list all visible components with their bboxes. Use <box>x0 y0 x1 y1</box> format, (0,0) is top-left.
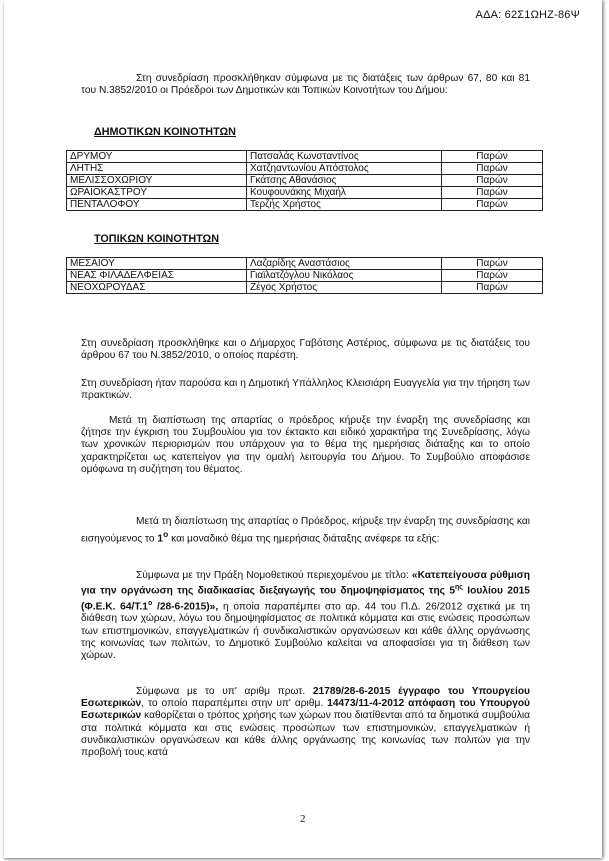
community-name: ΛΗΤΗΣ <box>67 163 247 175</box>
table-row <box>67 199 543 211</box>
act-text-a: Σύμφωνα με την Πράξη Νομοθετικού περιεχομένου με τίτλο: <box>136 570 412 581</box>
ministry-text-c: καθορίζεται ο τρόπος χρήσης των χώρων που διατίθενται από τα δημοτικά συμβούλια στα πολιτικά κόμματα και στις ενώσεις προσώπων των επιστημονικών, επαγγελματικών ή συνδικαλιστικών οργανώσεων και κάθε άλλης οργάνωσης της κοινωνίας των πολιτών για την προβολή τους κατά <box>81 710 530 759</box>
agenda-text-a: Μετά τη διαπίστωση της απαρτίας ο Πρόεδρος, κήρυξε την έναρξη της συνεδρίασης και εισηγούμενος το <box>81 516 530 545</box>
act-title-3: /28-6-2015)», <box>152 601 219 613</box>
president-name: Γκάτσης Αθανάσιος <box>247 175 442 187</box>
president-name: Ζέγος Χρήστος <box>247 282 442 294</box>
president-name: Πατσαλάς Κωνσταντίνος <box>247 151 442 163</box>
community-name: ΩΡΑΙΟΚΑΣΤΡΟΥ <box>67 187 247 199</box>
local-heading: ΤΟΠΙΚΩΝ ΚΟΙΝΟΤΗΤΩΝ <box>94 233 219 245</box>
quorum-paragraph: Μετά τη διαπίστωση της απαρτίας ο πρόεδρος κήρυξε την έναρξη της συνεδρίασης και ζήτησε την έγκριση του Συμβουλίου για τον έκτακτο και ειδικό χαρακτήρα της Συνεδρίασης, λόγω των χρονικών περιορισμών που υπάρχουν για το θέμα της ημερήσιας διάταξης και το οποίο χαρακτηρίζεται ως κατεπείγον για την ομαλή λειτουργία του Δήμου. Το Συμβούλιο αποφάσισε ομόφωνα τη συζήτηση του θέματος. <box>81 415 530 475</box>
president-name: Χατζηαντωνίου Απόστολος <box>247 163 442 175</box>
agenda-number: 1 <box>157 533 164 545</box>
table-row <box>67 270 543 282</box>
act-title-1: «Κατεπείγουσα ρύθμιση για την οργάνωση της διαδικασίας διεξαγωγής του δημοψηφίσματος της 5 <box>81 570 530 597</box>
mayor-paragraph: Στη συνεδρίαση προσκλήθηκε και ο Δήμαρχος Γαβότσης Αστέριος, σύμφωνα με τις διατάξεις του άρθρου 67 του Ν.3852/2010, ο οποίος παρέστη. <box>81 338 530 362</box>
attendance-status: Παρών <box>442 151 543 163</box>
act-title-sup2: ο <box>147 599 153 607</box>
table-row <box>67 163 543 175</box>
act-title-2: Ιουλίου 2015 (Φ.Ε.Κ. 64/Τ.1 <box>81 585 530 613</box>
agenda-number-sup: ο <box>163 529 169 540</box>
act-text-b: η οποία παραπέμπει στο αρ. 44 του Π.Δ. 26/2012 σχετικά με τη διάθεση των χώρων, λόγω του δημοψηφίσματος σε πολιτικά κόμματα και στις ενώσεις προσώπων των επιστημονικών, επαγγελματικών ή συνδικαλιστικών οργανώσεων και κάθε άλλης οργάνωσης της κοινωνίας των πολιτών, το Δημοτικό Συμβούλιο καλείται να αποφασίσει για τη διάθεση των χώρων. <box>81 601 530 661</box>
table-row <box>67 258 543 270</box>
attendance-status: Παρών <box>442 175 543 187</box>
local-table <box>66 257 543 294</box>
attendance-status: Παρών <box>442 163 543 175</box>
president-name: Λαζαρίδης Αναστάσιος <box>247 258 442 270</box>
act-title-sup: ης <box>455 584 463 592</box>
legislative-act-paragraph <box>81 570 530 662</box>
ministry-text-a: Σύμφωνα με το υπ' αριθμ πρωτ. <box>136 686 313 697</box>
attendance-status: Παρών <box>442 270 543 282</box>
table-row <box>67 187 543 199</box>
document-page <box>4 0 602 858</box>
agenda-paragraph <box>81 516 530 546</box>
attendance-status: Παρών <box>442 282 543 294</box>
ministry-paragraph <box>81 686 530 759</box>
attendance-status: Παρών <box>442 187 543 199</box>
municipal-heading: ΔΗΜΟΤΙΚΩΝ ΚΟΙΝΟΤΗΤΩΝ <box>94 126 236 138</box>
municipal-table <box>66 150 543 211</box>
clerk-paragraph: Στη συνεδρίαση ήταν παρούσα και η Δημοτική Υπάλληλος Κλεισιάρη Ευαγγελία για την τήρηση των πρακτικών. <box>81 378 530 402</box>
president-name: Τερζής Χρήστος <box>247 199 442 211</box>
community-name: ΝΕΑΣ ΦΙΛΑΔΕΛΦΕΙΑΣ <box>67 270 247 282</box>
ministry-ref-1: 21789/28-6-2015 έγγραφο του Υπουργείου Εσωτερικών <box>81 686 530 710</box>
page-number: 2 <box>300 813 306 825</box>
intro-paragraph: Στη συνεδρίαση προσκλήθηκαν σύμφωνα με τις διατάξεις των άρθρων 67, 80 και 81 του Ν.3852/2010 οι Πρόεδροι των Δημοτικών και Τοπικών Κοινοτήτων του Δήμου: <box>81 73 530 97</box>
table-row <box>67 175 543 187</box>
ministry-text-b: , το οποίο παραπέμπει στην υπ' αριθμ. <box>141 698 328 710</box>
agenda-text-b: και μοναδικό θέμα της ημερήσιας διάταξης ανέφερε τα εξής: <box>168 533 440 545</box>
community-name: ΔΡΥΜΟΥ <box>67 151 247 163</box>
community-name: ΜΕΛΙΣΣΟΧΩΡΙΟΥ <box>67 175 247 187</box>
attendance-status: Παρών <box>442 258 543 270</box>
president-name: Γιαϊλατζόγλου Νικόλαος <box>247 270 442 282</box>
community-name: ΝΕΟΧΩΡΟΥΔΑΣ <box>67 282 247 294</box>
ministry-ref-2: 14473/11-4-2012 απόφαση του Υπουργού Εσωτερικών <box>81 698 530 722</box>
table-row <box>67 282 543 294</box>
president-name: Κουφουνάκης Μιχαήλ <box>247 187 442 199</box>
community-name: ΜΕΣΑΙΟΥ <box>67 258 247 270</box>
table-row <box>67 151 543 163</box>
ada-code: ΑΔΑ: 62Σ1ΩΗΖ-86Ψ <box>475 9 580 21</box>
attendance-status: Παρών <box>442 199 543 211</box>
community-name: ΠΕΝΤΑΛΟΦΟΥ <box>67 199 247 211</box>
